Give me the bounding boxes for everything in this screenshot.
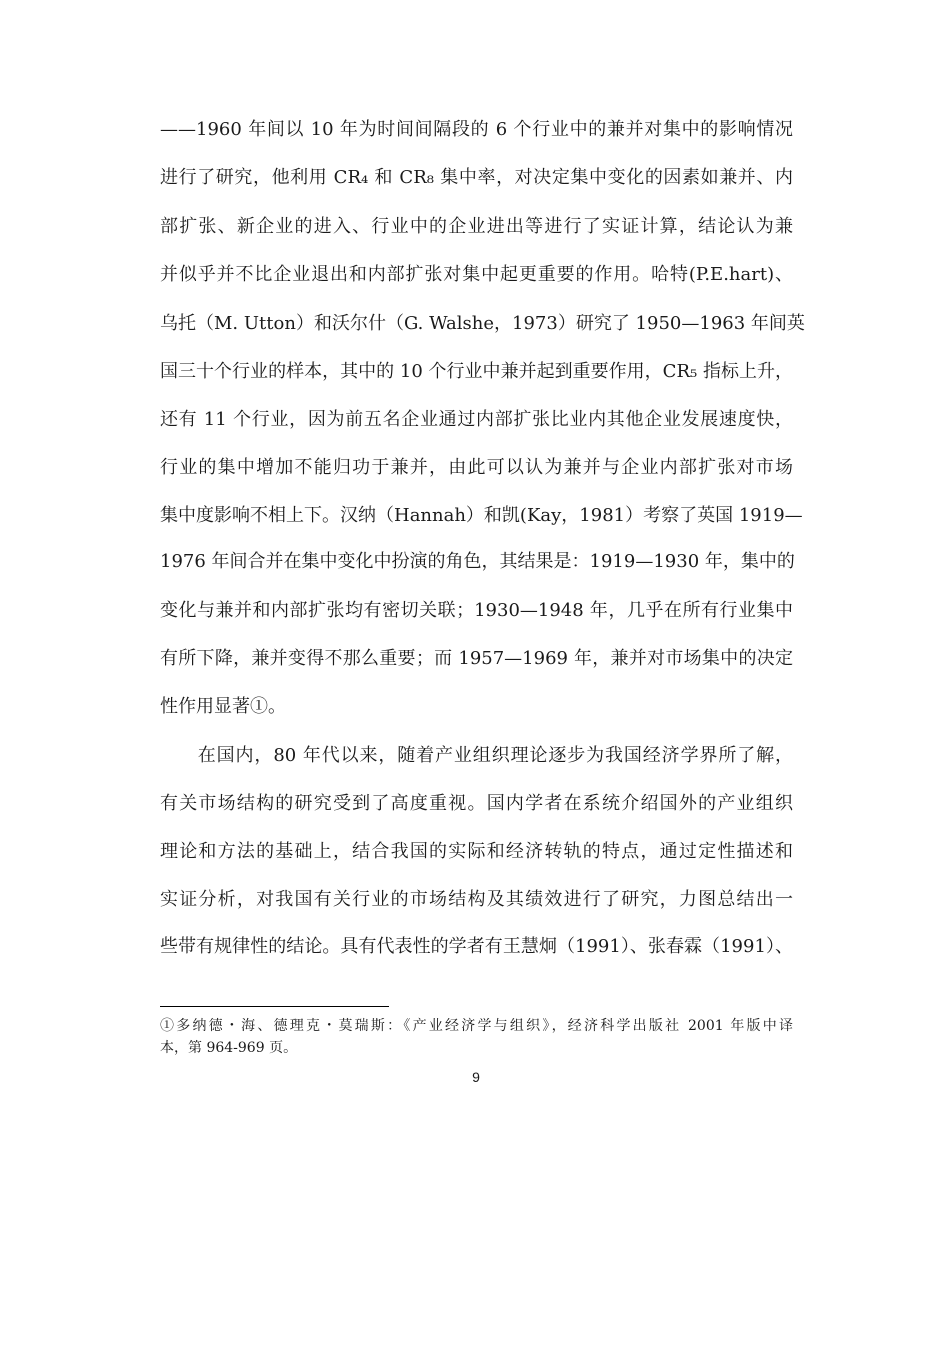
footnote-divider <box>160 1006 389 1007</box>
text-line: 在国内，80 年代以来，随着产业组织理论逐步为我国经济学界所了解， <box>160 745 793 766</box>
text-line: 国三十个行业的样本，其中的 10 个行业中兼并起到重要作用，CR₅ 指标上升， <box>160 361 793 382</box>
text-line: 集中度影响不相上下。汉纳（Hannah）和凯(Kay，1981）考察了英国 1919— <box>160 505 803 526</box>
text-line: 有所下降，兼并变得不那么重要；而 1957—1969 年，兼并对市场集中的决定 <box>160 648 793 669</box>
footnote-line: ①多纳德・海、德理克・莫瑞斯：《产业经济学与组织》，经济科学出版社 2001 年版中译 <box>160 1018 793 1034</box>
text-line: 并似乎并不比企业退出和内部扩张对集中起更重要的作用。哈特(P.E.hart)、 <box>160 264 793 285</box>
page-number: 9 <box>472 1069 480 1085</box>
text-line: 变化与兼并和内部扩张均有密切关联；1930—1948 年，几乎在所有行业集中 <box>160 600 793 621</box>
text-line: 性作用显著①。 <box>160 696 286 717</box>
text-line: 理论和方法的基础上，结合我国的实际和经济转轨的特点，通过定性描述和 <box>160 841 793 862</box>
text-line: 乌托（M. Utton）和沃尔什（G. Walshe，1973）研究了 1950—1963 年间英 <box>160 313 805 334</box>
text-line: 有关市场结构的研究受到了高度重视。国内学者在系统介绍国外的产业组织 <box>160 793 793 814</box>
text-line: 些带有规律性的结论。具有代表性的学者有王慧炯（1991）、张春霖（1991）、 <box>160 936 793 957</box>
text-line: 1976 年间合并在集中变化中扮演的角色，其结果是：1919—1930 年，集中的 <box>160 551 795 572</box>
text-line: 行业的集中增加不能归功于兼并，由此可以认为兼并与企业内部扩张对市场 <box>160 457 793 478</box>
text-line: 部扩张、新企业的进入、行业中的企业进出等进行了实证计算，结论认为兼 <box>160 216 793 237</box>
text-line: 实证分析，对我国有关行业的市场结构及其绩效进行了研究，力图总结出一 <box>160 889 793 910</box>
text-line: ——1960 年间以 10 年为时间间隔段的 6 个行业中的兼并对集中的影响情况 <box>160 119 793 140</box>
footnote-line: 本，第 964-969 页。 <box>160 1040 298 1056</box>
text-line: 还有 11 个行业，因为前五名企业通过内部扩张比业内其他企业发展速度快， <box>160 409 793 430</box>
text-line: 进行了研究，他利用 CR₄ 和 CR₈ 集中率，对决定集中变化的因素如兼并、内 <box>160 167 793 188</box>
